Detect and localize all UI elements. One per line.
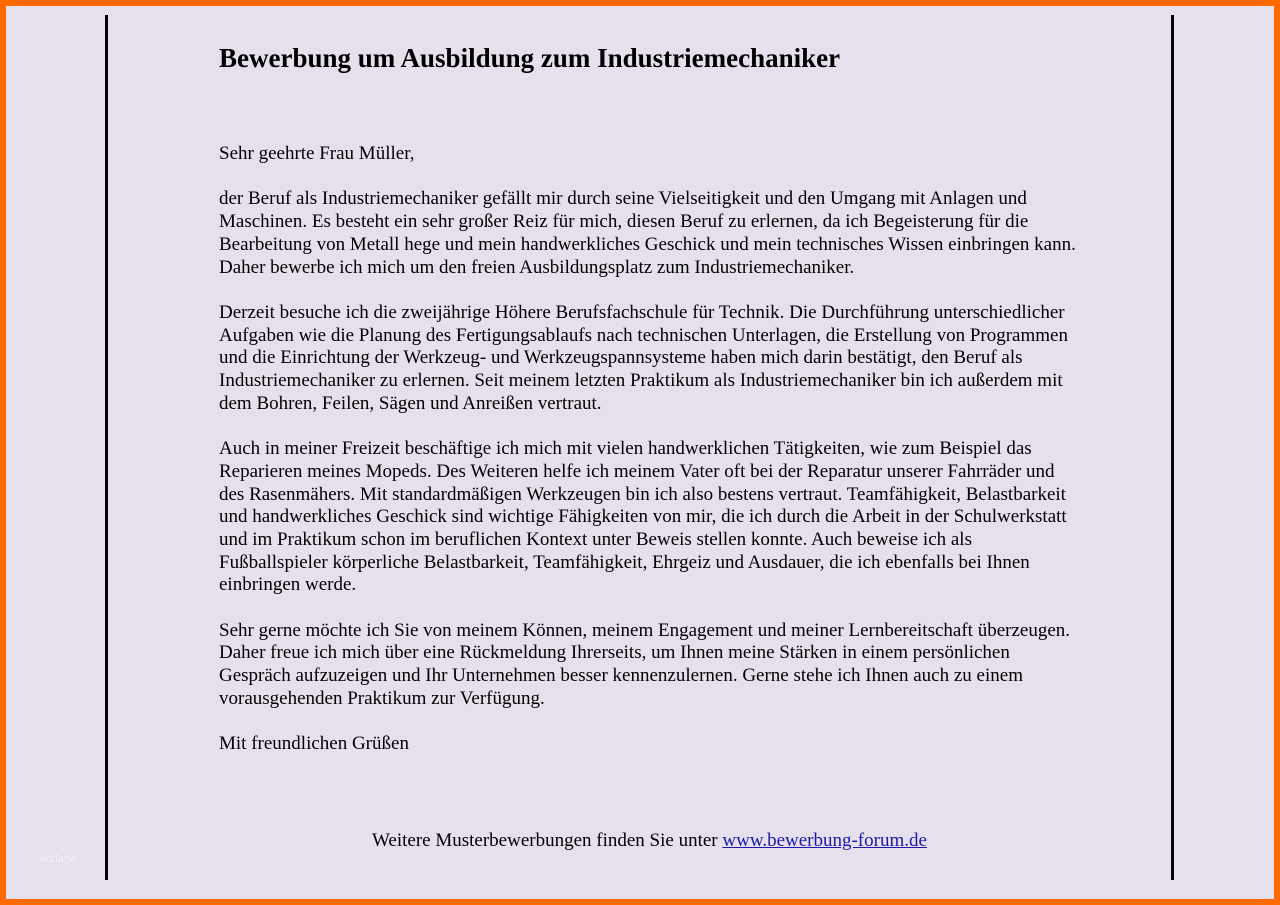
footer-text: Weitere Musterbewerbungen finden Sie unter — [372, 830, 723, 851]
left-margin-line — [105, 15, 108, 880]
footer-note — [372, 830, 927, 852]
paragraph-1: der Beruf als Industriemechaniker gefällt mir durch seine Vielseitigkeit und den Umgang mit Anlagen und Maschinen. Es besteht ein sehr großer Reiz für mich, diesen Beruf zu erlernen, da ich Begeisterung für die Bearbeitung von Metall hege und mein handwerkliches Geschick und mein technisches Wissen einbringen kann. Daher bewerbe ich mich um den freien Ausbildungsplatz zum Industriemechaniker. — [219, 188, 1076, 278]
document-page — [6, 6, 1274, 899]
closing: Mit freundlichen Grüßen — [219, 733, 409, 755]
paragraph-4: Sehr gerne möchte ich Sie von meinem Können, meinem Engagement und meiner Lernbereitschaft überzeugen. Daher freue ich mich über eine Rückmeldung Ihrerseits, um Ihnen meine Stärken in einem persönlichen Gespräch aufzuzeigen und Ihr Unternehmen besser kennenzulernen. Gerne stehe ich Ihnen auch zu einem vorausgehenden Praktikum zur Verfügung. — [219, 619, 1071, 709]
document-title: Bewerbung um Ausbildung zum Industriemechaniker — [219, 43, 841, 73]
watermark: vorlage — [40, 853, 77, 865]
paragraph-2: Derzeit besuche ich die zweijährige Höhere Berufsfachschule für Technik. Die Durchführung unterschiedlicher Aufgaben wie die Planung des Fertigungsablaufs nach technischen Unterlagen, die Erstellung von Programmen und die Einrichtung der Werkzeug- und Werkzeugspannsysteme haben mich darin bestätigt, den Beruf als Industriemechaniker zu erlernen. Seit meinem letzten Praktikum als Industriemechaniker bin ich außerdem mit dem Bohren, Feilen, Sägen und Anreißen vertraut. — [219, 301, 1068, 414]
paragraph-3: Auch in meiner Freizeit beschäftige ich mich mit vielen handwerklichen Tätigkeiten, wie zum Beispiel das Reparieren meines Mopeds. Des Weiteren helfe ich meinem Vater oft bei der Reparatur unserer Fahrräder und des Rasenmähers. Mit standardmäßigen Werkzeugen bin ich also bestens vertraut. Teamfähigkeit, Belastbarkeit und handwerkliches Geschick sind wichtige Fähigkeiten von mir, die ich durch die Arbeit in der Schulwerkstatt und im Praktikum schon im beruflichen Kontext unter Beweis stellen konnte. Auch beweise ich als Fußballspieler körperliche Belastbarkeit, Teamfähigkeit, Ehrgeiz und Ausdauer, die ich ebenfalls bei Ihnen einbringen werde. — [219, 438, 1067, 596]
footer-link[interactable]: www.bewerbung-forum.de — [722, 830, 927, 851]
right-margin-line — [1171, 15, 1174, 880]
letter-body — [219, 143, 1079, 779]
salutation: Sehr geehrte Frau Müller, — [219, 143, 415, 164]
